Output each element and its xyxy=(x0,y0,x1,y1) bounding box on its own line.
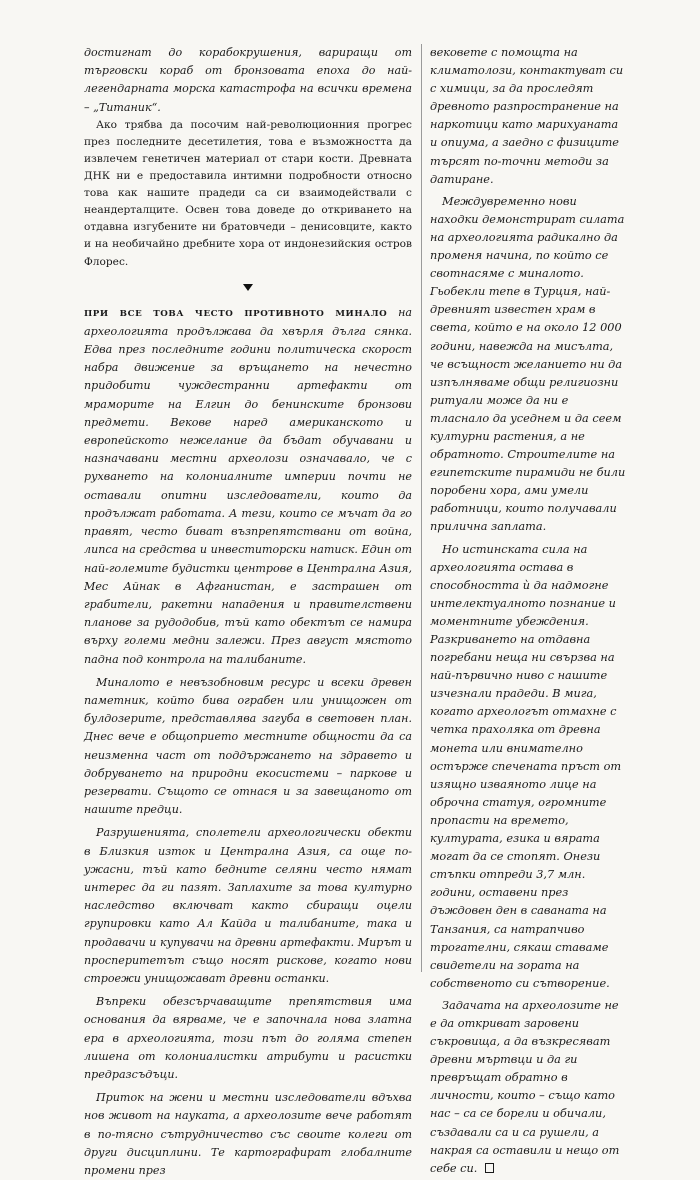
paragraph: вековете с помощта на климатолози, контактуват си с химици, за да проследят древното разпространение на наркотици като марихуаната и опиума, а заедно с физиците търсят по-точни методи за датиране. xyxy=(430,46,624,186)
paragraph: Ако трябва да посочим най-революционния прогрес през последните десетилетия, това е възможността да извлечем генетичен материал от стари кости. Древната ДНК ни е предоставила интимни подробности относно това как нашите прадеди са си взаимодействали с неандерталците. Освен това доведе до откриването на отдавна изгубените ни братовчеди – денисовците, както и на необичайно дребните хора от индонезийския остров Флорес. xyxy=(84,118,412,268)
lead-in-text: ПРИ ВСЕ ТОВА ЧЕСТО ПРОТИВНОТО МИНАЛО xyxy=(84,308,388,319)
paragraph: Въпреки обезсърчаващите препятствия има основания да вярваме, че е започнала нова златна ера в археологията, този път до голяма степен лишена от колониалистки атрибути и расистки предразсъдъци. xyxy=(84,995,412,1081)
section-break-triangle-icon xyxy=(243,284,253,291)
paragraph: Миналото е невъзобновим ресурс и всеки древен паметник, който бива ограбен или унищожен от булдозерите, представлява загуба в световен план. Днес вече е общоприето местните общности да са неизменна част от поддържането на здравето и добруването на природни екосистеми – паркове и резервати. Същото се отнася и за завещаното от нашите предци. xyxy=(84,675,412,817)
final-paragraph-text: Задачата на археолозите не е да откриват заровени съкровища, а да възкресяват древни мъртвци и да ги превръщат обратно в личности, които – също като нас – са се борели и обичали, създавали са и са рушели, а накрая са оставили и нещо от себе си. xyxy=(430,998,620,1175)
end-mark-icon xyxy=(485,1163,494,1173)
paragraph-final xyxy=(430,997,626,1178)
left-column xyxy=(84,44,412,1180)
paragraph: достигнат до корабокрушения, вариращи от търговски кораб от бронзовата епоха до най-легендарната морска катастрофа на всички времена – „Титаник“. xyxy=(84,46,412,114)
paragraph: Междувременно нови находки демонстрират силата на археологията радикално да променя начина, по който се свотнасяме с миналото. Гьобекли тепе в Турция, най-древният известен храм в света, който е на около 12 000 години, навежда на мисълта, че всъщност желанието ни да изпълняваме общи религиозни ритуали може да ни е тласнало да уседнем и да сеем културни растения, а не обратното. Строителите на египетските пирамиди не били поробени хора, ами умели работници, които получавали прилична заплата. xyxy=(430,194,626,534)
paragraph: Приток на жени и местни изследователи вдъхва нов живот на науката, а археолозите вече работят в по-тясно сътрудничество със своите колеги от други дисциплини. Те картографират глобалните промени през xyxy=(84,1091,412,1177)
paragraph: Но истинската сила на археологията остава в способността ѝ да надмогне интелектуалното познание и моментните убеждения. Разкриването на отдавна погребани неща ни свързва на най-първично ниво с нашите изчезнали прадеди. В мига, когато археологът отмахне с четка прахоляка от древна монета или внимателно остърже спечената пръст от изящно изваяното лице на оброчна статуя, огромните пропасти на времето, културата, езика и вярата могат да се стопят. Онези стъпки отпреди 3,7 млн. години, оставени през дъждовен ден в саваната на Танзания, са натрапчиво трогателни, сякаш ставаме свидетели на зората на собственото си сътворение. xyxy=(430,542,622,990)
column-divider xyxy=(421,44,422,972)
paragraph-section-lead xyxy=(84,304,412,669)
right-column xyxy=(430,44,626,1178)
paragraph: Разрушенията, сполетели археологически обекти в Близкия изток и Централна Азия, са още по-ужасни, тъй като бедните селяни често нямат интерес да ги пазят. Заплахите за това културно наследство включват както сбиращи оцели групировки като Ал Кайда и талибаните, така и продавачи и купувачи на древни артефакти. Мирът и просперитетът също носят рискове, когато нови строежи унищожават древни останки. xyxy=(84,826,412,985)
lead-paragraph-text: на археологията продължава да хвърля дълга сянка. Едва през последните години политическа скорост набра движение за връщането на нечестно придобити чуждестранни артефакти от мраморите на Елгин до бенинските бронзови предмети. Векове наред американското и европейското нежелание да бъдат обучавани и назначавани местни археолози означавало, че с рухването на колониалните империи почти не оставали опитни изследователи, които да продължат работата. А тези, които се мъчат да го правят, често биват възпрепятствани от война, липса на средства и инвеститорски натиск. Един от най-големите будистки центрове в Централна Азия, Мес Айнак в Афганистан, е застрашен от грабители, ракетни нападения и правителствени планове за рудодобив, тъй като обектът се намира върху големи медни залежи. През август мястото падна под контрола на талибаните. xyxy=(84,305,413,666)
